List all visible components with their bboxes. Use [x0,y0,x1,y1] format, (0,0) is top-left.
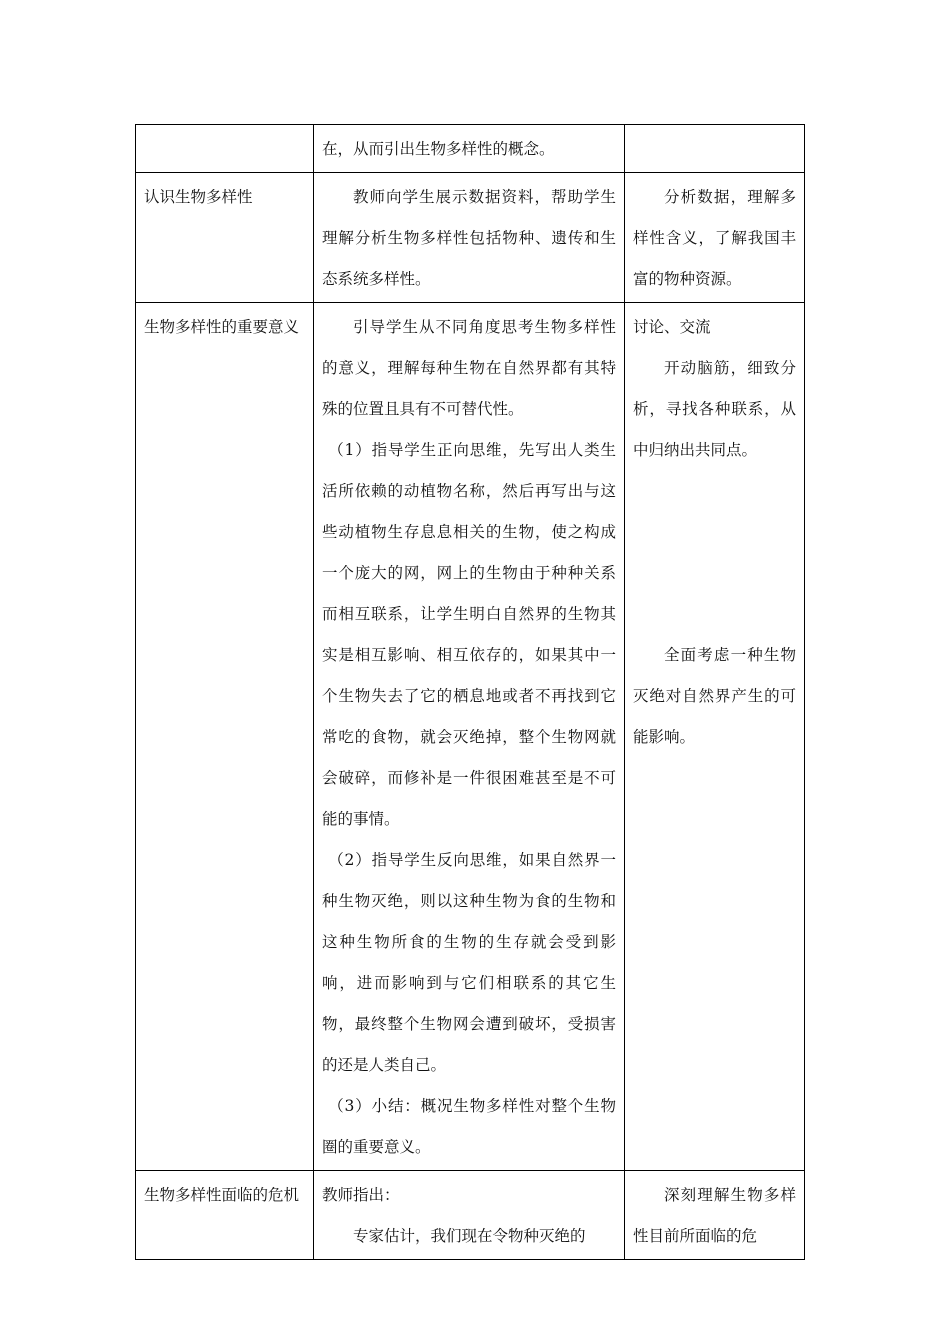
topic-text: 生物多样性面临的危机 [144,1186,300,1204]
teacher-activity-cell [314,125,625,173]
teacher-text: 引导学生从不同角度思考生物多样性的意义，理解每种生物在自然界都有其特殊的位置且具有不可替代性。 [322,318,616,418]
student-text: 分析数据，理解多样性含义，了解我国丰富的物种资源。 [633,188,796,288]
teacher-text: （1）指导学生正向思维，先写出人类生活所依赖的动植物名称，然后再写出与这些动植物生存息息相关的生物，使之构成一个庞大的网，网上的生物由于种种关系而相互联系，让学生明白自然界的生物其实是相互影响、相互依存的，如果其中一个生物失去了它的栖息地或者不再找到它常吃的食物，就会灭绝掉，整个生物网就会破碎，而修补是一件很困难甚至是不可能的事情。 [322,441,616,828]
table-row [136,303,805,1171]
teacher-text: （2）指导学生反向思维，如果自然界一种生物灭绝，则以这种生物为食的生物和这种生物所食的生物的生存就会受到影响，进而影响到与它们相联系的其它生物，最终整个生物网会遭到破坏，受损害的还是人类自己。 [322,851,616,1074]
table-row [136,1171,805,1260]
student-activity-cell [625,1171,805,1260]
teacher-text: 专家估计，我们现在令物种灭绝的 [353,1227,586,1245]
student-activity-cell [625,303,805,1171]
student-text: 全面考虑一种生物灭绝对自然界产生的可能影响。 [633,646,796,746]
student-text: 讨论、交流 [633,318,711,336]
topic-cell [136,125,314,173]
topic-cell [136,303,314,1171]
teacher-text: 教师向学生展示数据资料，帮助学生理解分析生物多样性包括物种、遗传和生态系统多样性。 [322,188,616,288]
table-row [136,173,805,303]
table-row [136,125,805,173]
topic-cell [136,173,314,303]
topic-text: 认识生物多样性 [144,188,253,206]
teacher-text: 在，从而引出生物多样性的概念。 [322,140,555,158]
teacher-activity-cell [314,303,625,1171]
student-activity-cell [625,173,805,303]
student-activity-cell [625,125,805,173]
teacher-activity-cell [314,173,625,303]
student-text: 深刻理解生物多样性目前所面临的危 [633,1186,796,1245]
student-text: 开动脑筋，细致分析，寻找各种联系，从中归纳出共同点。 [633,359,796,459]
teacher-activity-cell [314,1171,625,1260]
lesson-plan-table [135,124,805,1260]
teacher-text: （3）小结：概况生物多样性对整个生物圈的重要意义。 [322,1097,616,1156]
teacher-text: 教师指出： [322,1186,400,1204]
topic-cell [136,1171,314,1260]
topic-text: 生物多样性的重要意义 [144,318,300,336]
